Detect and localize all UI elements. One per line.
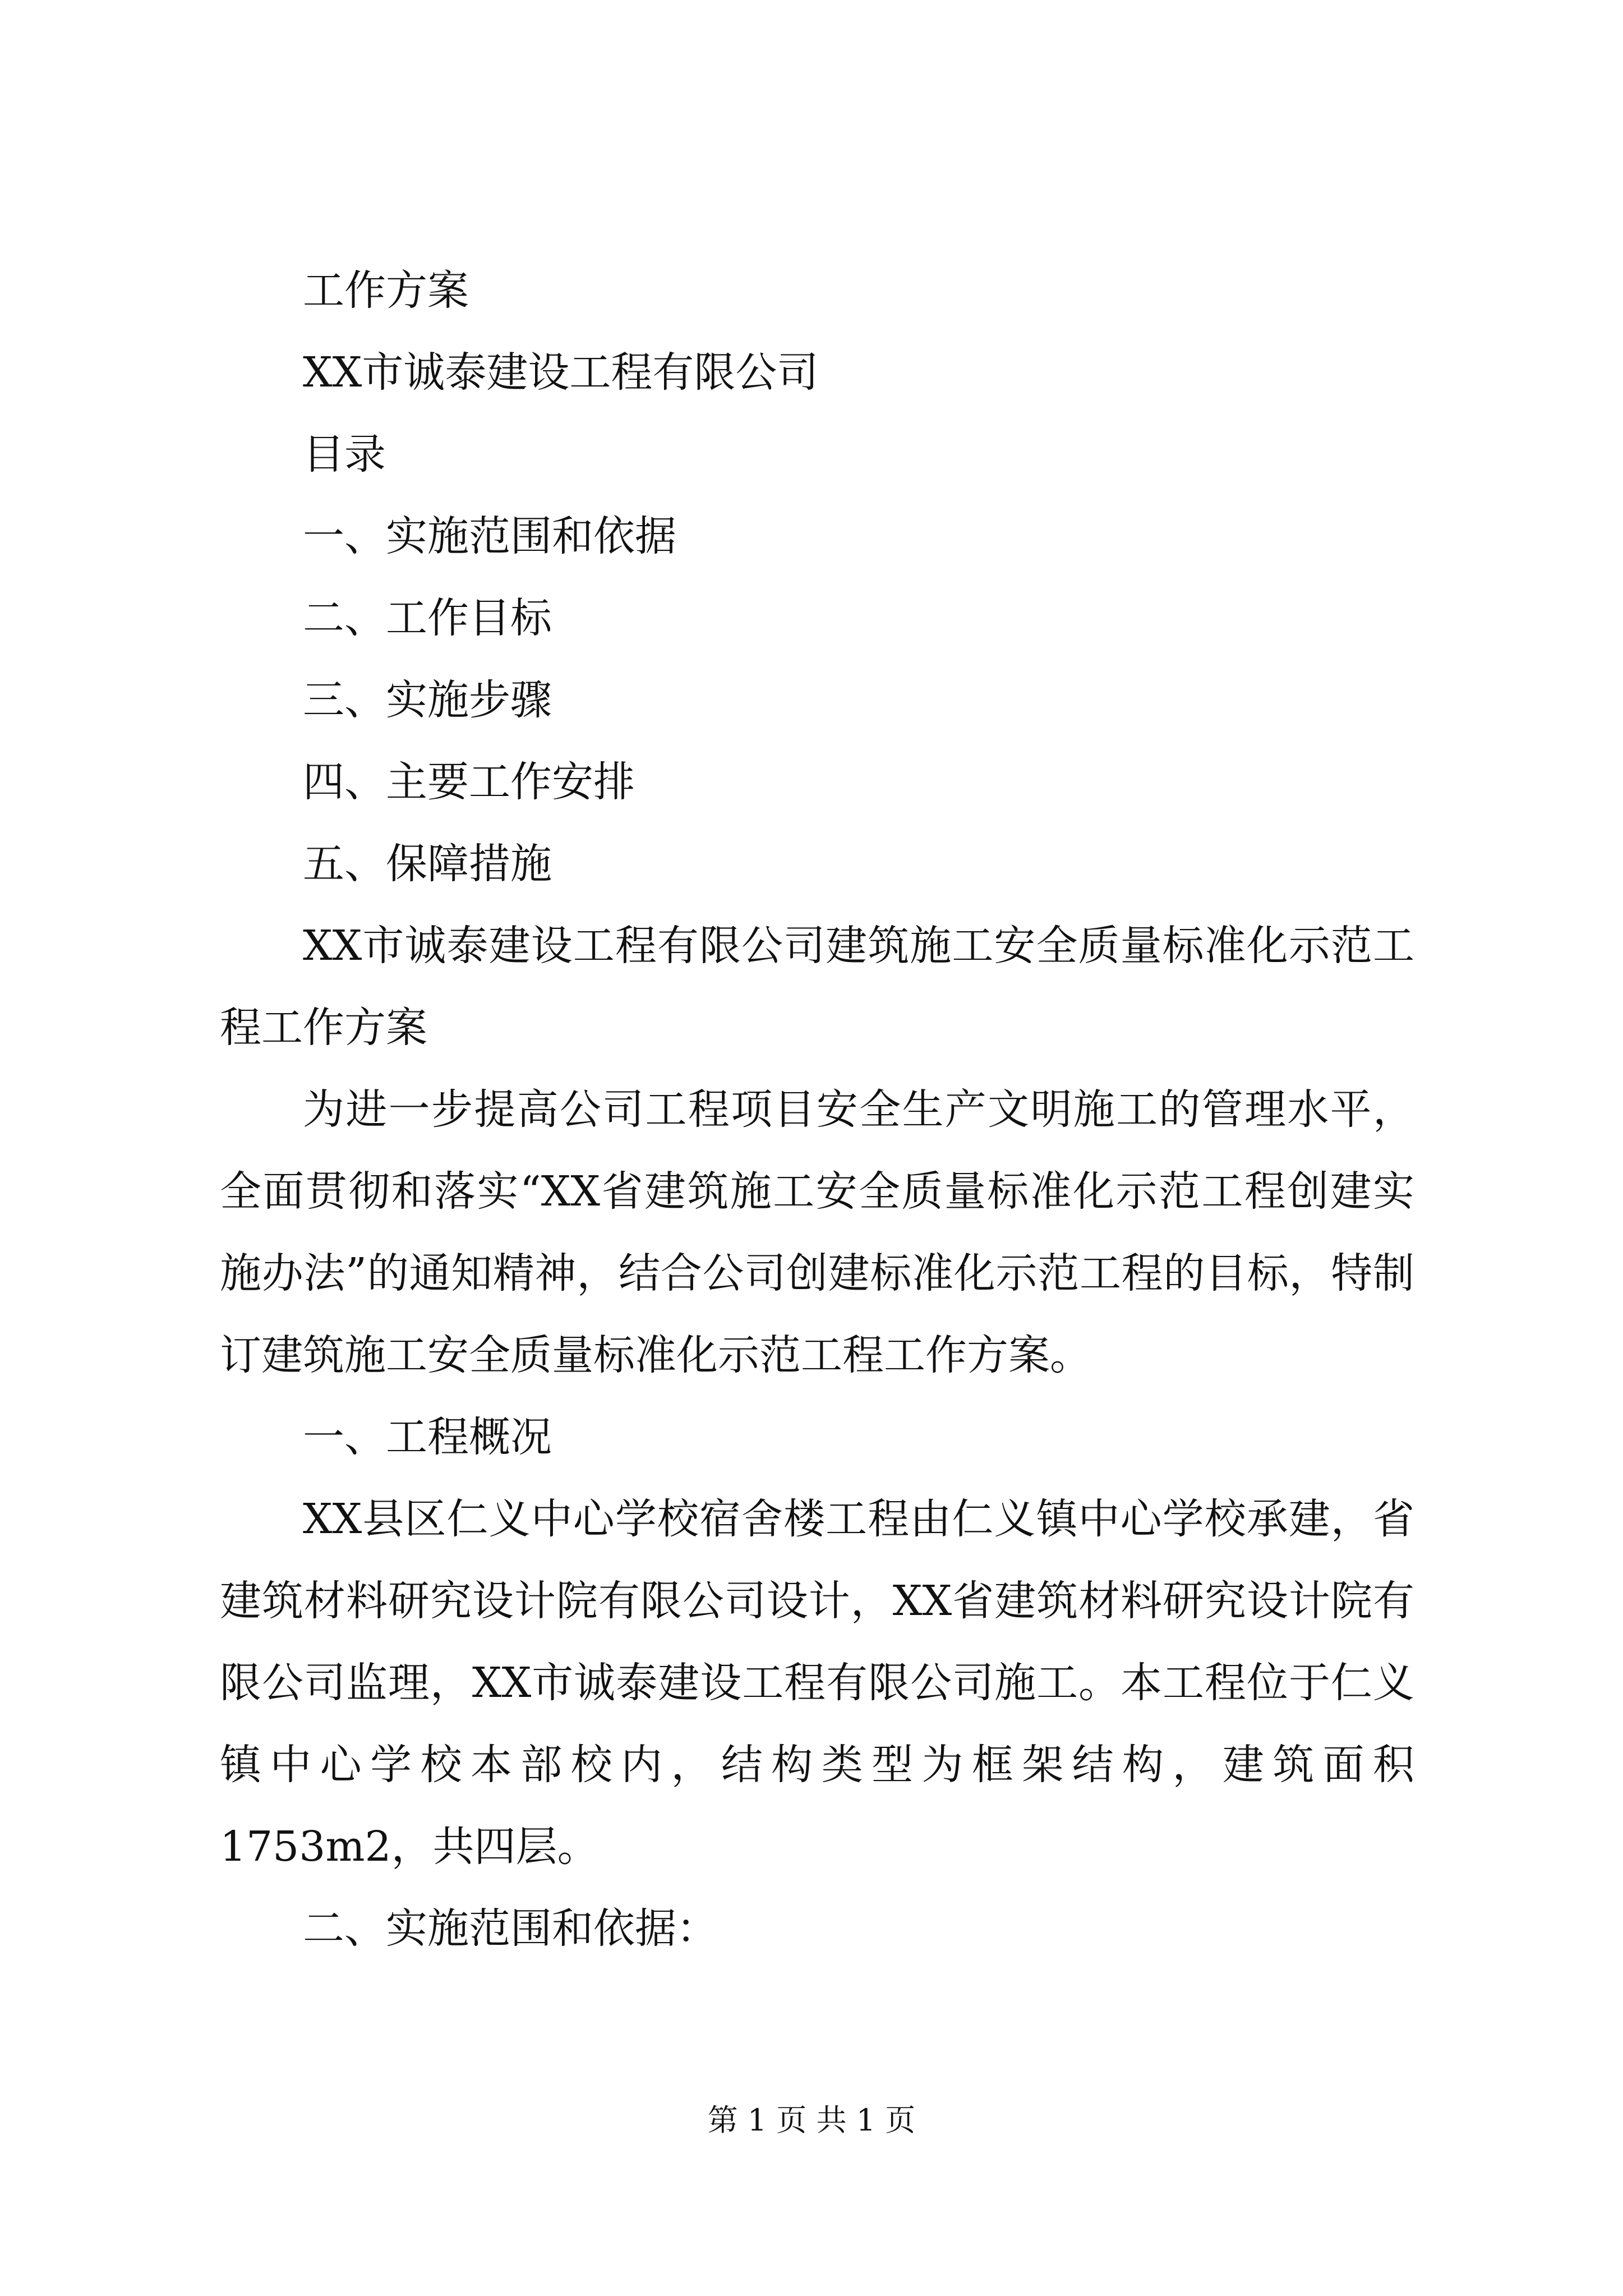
section2-heading: 二、实施范围和依据： <box>303 1904 718 1953</box>
document-title: 工作方案 <box>303 266 469 315</box>
toc-item-4: 四、主要工作安排 <box>303 758 635 806</box>
toc-item-5: 五、保障措施 <box>303 840 552 888</box>
main-title: XX市诚泰建设工程有限公司建筑施工安全质量标准化示范工程工作方案 <box>220 922 1414 1052</box>
intro-paragraph: 为进一步提高公司工程项目安全生产文明施工的管理水平，全面贯彻和落实“XX省建筑施工安全质量标准化示范工程创建实施办法”的通知精神，结合公司创建标准化示范工程的目标，特制订建筑施工安全质量标准化示范工程工作方案。 <box>220 1085 1414 1379</box>
document-body <box>220 250 1414 1970</box>
page-footer <box>0 2098 1623 2143</box>
toc-item-3: 三、实施步骤 <box>303 676 552 724</box>
company-name: XX市诚泰建设工程有限公司 <box>303 348 819 397</box>
toc-item-1: 一、实施范围和依据 <box>303 512 676 560</box>
page-number-label: 第 1 页 共 1 页 <box>707 2102 916 2138</box>
toc-heading: 目录 <box>303 430 386 478</box>
section1-heading: 一、工程概况 <box>303 1413 552 1461</box>
toc-item-2: 二、工作目标 <box>303 594 552 642</box>
section1-body: XX县区仁义中心学校宿舍楼工程由仁义镇中心学校承建，省建筑材料研究设计院有限公司设计，XX省建筑材料研究设计院有限公司监理，XX市诚泰建设工程有限公司施工。本工程位于仁义镇中心学校本部校内，结构类型为框架结构，建筑面积1753m2，共四层。 <box>220 1495 1414 1871</box>
